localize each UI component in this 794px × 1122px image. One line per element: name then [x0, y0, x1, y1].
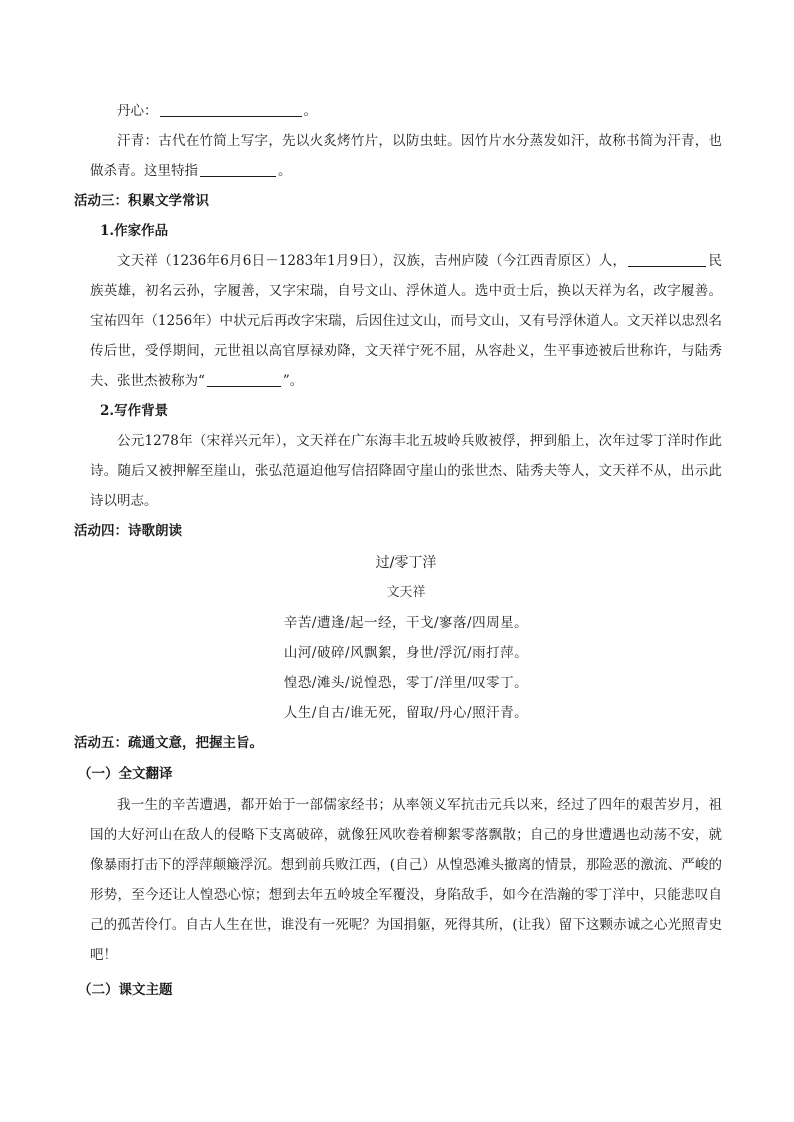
- vocab-hanqing: [90, 126, 722, 186]
- background-paragraph: 公元1278年（宋祥兴元年），文天祥在广东海丰北五坡岭兵败被俘，押到船上，次年过零丁洋时作此诗。随后又被押解至崖山，张弘范逼迫他写信招降固守崖山的张世杰、陆秀夫等人，文天祥不从，出示此诗以明志。: [90, 433, 722, 509]
- section-translation-heading: （一）全文翻译: [78, 766, 173, 782]
- activity3-heading: 活动三：积累文学常识: [74, 193, 209, 209]
- activity5-heading: 活动五：疏通文意，把握主旨。: [74, 735, 263, 751]
- poem-title: 过/零丁洋: [375, 555, 437, 571]
- poem-line: 山河/破碎/风飘絮，身世/浮沉/雨打萍。: [283, 645, 529, 661]
- author-paragraph: [90, 246, 722, 396]
- author-text-c: ”。: [282, 373, 304, 389]
- poem-line: 惶恐/滩头/说惶恐，零丁/洋里/叹零丁。: [283, 675, 529, 691]
- section-theme-heading: （二）课文主题: [78, 982, 173, 998]
- translation-paragraph: 我一生的辛苦遭遇，都开始于一部儒家经书；从率领义军抗击元兵以来，经过了四年的艰苦岁月，祖国的大好河山在敌人的侵略下支离破碎，就像狂风吹卷着柳絮零落飘散；自己的身世遭遇也动荡不安，就像暴雨打击下的浮萍颠簸浮沉。想到前兵败江西，(自己）从惶恐滩头撤离的情景，那险恶的激流、严峻的形势，至今还让人惶恐心惊；想到去年五岭坡全军覆没，身陷敌手，如今在浩瀚的零丁洋中，只能悲叹自己的孤苦伶仃。自古人生在世，谁没有一死呢？为国捐躯，死得其所，(让我）留下这颗赤诚之心光照青史吧！: [90, 797, 722, 963]
- document-content: [74, 96, 722, 1006]
- author-text-a: 文天祥（1236年6月6日－1283年1月9日），汉族，吉州庐陵（今江西青原区）人，: [117, 253, 627, 269]
- poem-line: 辛苦/遭逢/起一经，干戈/寥落/四周星。: [283, 615, 529, 631]
- blank-hanqing[interactable]: [200, 162, 276, 177]
- vocab-hanqing-end: 。: [278, 163, 292, 179]
- blank-title[interactable]: [207, 372, 281, 387]
- vocab-danxin-label: 丹心：: [117, 103, 158, 119]
- activity4-heading: 活动四：诗歌朗读: [74, 523, 182, 539]
- blank-hero[interactable]: [628, 252, 706, 267]
- blank-danxin[interactable]: [160, 102, 302, 117]
- poem-author: 文天祥: [386, 585, 426, 600]
- activity3-sub-background: 2.写作背景: [100, 403, 169, 419]
- author-text-b: 民族英雄，初名云孙，字履善，又字宋瑞，自号文山、浮休道人。选中贡士后，换以天祥为名，改字履善。宝祐四年（1256年）中状元后再改字宋瑞，后因住过文山，而号文山，又有号浮休道人。文天祥以忠烈名传后世，受俘期间，元世祖以高官厚禄劝降，文天祥宁死不屈，从容赴义，生平事迹被后世称许，与陆秀夫、张世杰被称为“: [90, 253, 722, 389]
- vocab-hanqing-text: 汗青：古代在竹简上写字，先以火炙烤竹片，以防虫蛀。因竹片水分蒸发如汗，故称书简为汗青，也做杀青。这里特指: [90, 133, 722, 179]
- vocab-danxin: [90, 96, 722, 126]
- poem-line: 人生/自古/谁无死，留取/丹心/照汗青。: [283, 705, 529, 721]
- activity3-sub-works: 1.作家作品: [100, 223, 169, 239]
- vocab-danxin-end: 。: [303, 103, 317, 119]
